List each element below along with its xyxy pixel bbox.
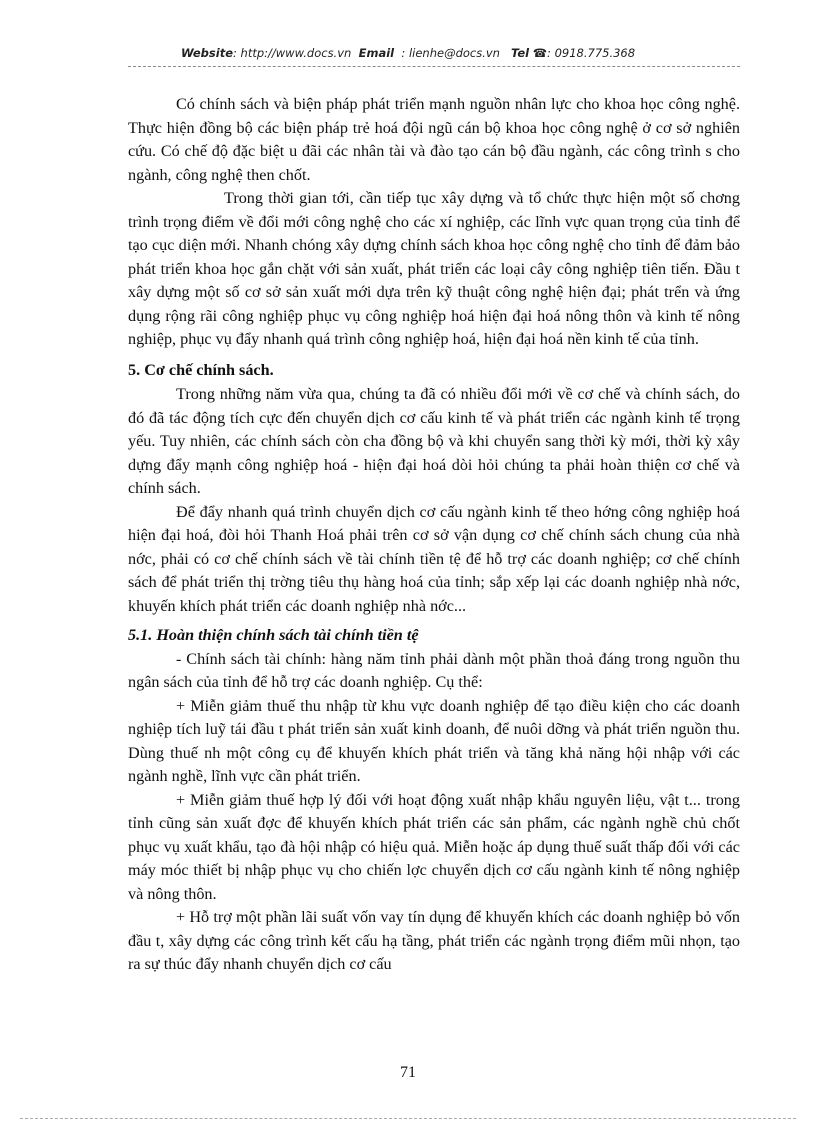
website-value: : http://www.docs.vn (233, 46, 352, 60)
paragraph-2: Trong thời gian tới, cần tiếp tục xây dựng và tổ chức thực hiện một số chơng trình trọng điểm về đổi mới công nghệ cho các xí nghiệp, các lĩnh vực quan trọng của tỉnh để tạo cục diện mới. Nhanh chóng xây dựng chính sách khoa học công nghệ cho tỉnh để đảm bảo phát triển khoa học gắn chặt với sản xuất, phát triển các loại cây công nghiệp tiên tiến. Đầu t xây dựng một số cơ sở sản xuất mới dựa trên kỹ thuật công nghệ hiện đại; phát trển và ứng dụng rộng rãi công nghiệp phục vụ công nghiệp hoá hiện đại hoá nông thôn và kinh tế nông nghiệp, phục vụ đẩy nhanh quá trình công nghiệp hoá, hiện đại hoá nền kinh tế của tỉnh. (128, 189, 740, 348)
section-heading-5-1: 5.1. Hoàn thiện chính sách tài chính tiền tệ (128, 626, 419, 644)
paragraph-6: + Miễn giảm thuế thu nhập từ khu vực doanh nghiệp để tạo điều kiện cho các doanh nghiệp tích luỹ tái đầu t phát triển sản xuất kinh doanh, để nuôi dỡng và phát triển nguồn thu. Dùng thuế nh một công cụ để khuyến khích phát triển và tăng khả năng hội nhập với các ngành nghề, lĩnh vực cần phát triển. (128, 696, 740, 785)
page-number: 71 (400, 1064, 416, 1081)
footer-divider (20, 1118, 796, 1119)
email-value: : lienhe@docs.vn (401, 46, 500, 60)
paragraph-1: Có chính sách và biện pháp phát triển mạnh nguồn nhân lực cho khoa học công nghệ. Thực hiện đồng bộ các biện pháp trẻ hoá đội ngũ cán bộ khoa học công nghệ ở cơ sở nghiên cứu. Có chế độ đặc biệt u đãi các nhân tài và đào tạo cán bộ đầu ngành, các công trình s cho ngành, công nghệ then chốt. (128, 95, 740, 184)
paragraph-7: + Miễn giảm thuế hợp lý đối với hoạt động xuất nhập khẩu nguyên liệu, vật t... trong tỉnh cũng sản xuất đợc để khuyến khích phát triển các sản phẩm, các ngành nghề chủ chốt phục vụ xuất khẩu, tạo đà hội nhập có hiệu quả. Miễn hoặc áp dụng thuế suất thấp đối với các máy móc thiết bị nhập phục vụ cho chiến lợc chuyển dịch cơ cấu ngành kinh tế nông nghiệp và nông thôn. (128, 790, 740, 903)
phone-icon: ☎ (532, 46, 548, 60)
website-label: Website (180, 46, 234, 60)
header-divider (128, 66, 740, 67)
paragraph-5: - Chính sách tài chính: hàng năm tỉnh phải dành một phần thoả đáng trong nguồn thu ngân sách của tỉnh để hỗ trợ các doanh nghiệp. Cụ thể: (128, 649, 740, 691)
paragraph-3: Trong những năm vừa qua, chúng ta đã có nhiều đổi mới về cơ chế và chính sách, do đó đã tác động tích cực đến chuyển dịch cơ cấu kinh tế và phát triển các ngành kinh tế trọng yếu. Tuy nhiên, các chính sách còn cha đồng bộ và khi chuyển sang thời kỳ mới, thời kỳ xây dựng đẩy mạnh công nghiệp hoá - hiện đại hoá dòi hỏi chúng ta phải hoàn thiện cơ chế và chính sách. (128, 385, 740, 497)
document-body (128, 93, 740, 977)
paragraph-8: + Hỗ trợ một phần lãi suất vốn vay tín dụng để khuyến khích các doanh nghiệp bỏ vốn đầu t, xây dựng các công trình kết cấu hạ tầng, phát triển các ngành trọng điểm mũi nhọn, tạo ra sự thúc đẩy nhanh chuyển dịch cơ cấu (128, 908, 740, 973)
page-header (0, 46, 816, 60)
tel-label: Tel (510, 46, 530, 60)
tel-value: : 0918.775.368 (547, 46, 636, 60)
paragraph-4: Để đẩy nhanh quá trình chuyển dịch cơ cấu ngành kinh tế theo hớng công nghiệp hoá hiện đại hoá, đòi hỏi Thanh Hoá phải trên cơ sở vận dụng cơ chế chính sách chung của nhà nớc, phải có cơ chế chính sách về tài chính tiền tệ để hỗ trợ các doanh nghiệp; cơ chế chính sách để phát triển thị trờng tiêu thụ hàng hoá của tỉnh; sắp xếp lại các doanh nghiệp nhà nớc, khuyến khích phát triển các doanh nghiệp nhà nớc... (128, 502, 740, 615)
section-heading-5: 5. Cơ chế chính sách. (128, 360, 274, 379)
email-label: Email (358, 46, 395, 60)
